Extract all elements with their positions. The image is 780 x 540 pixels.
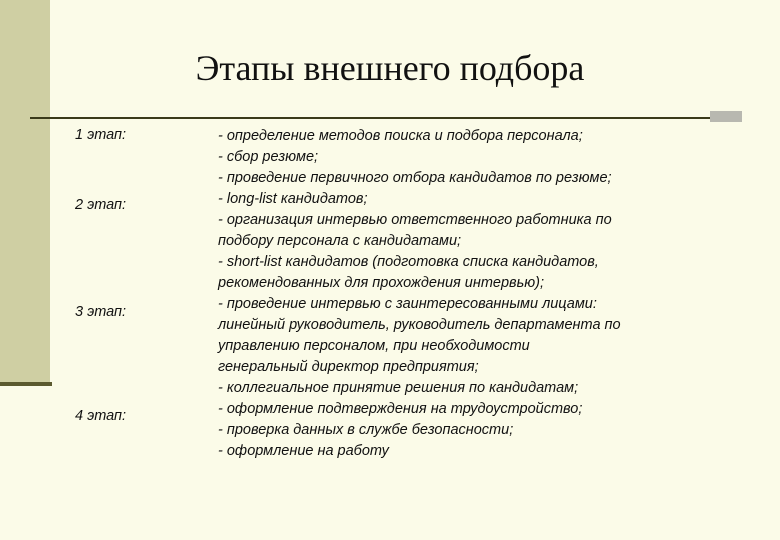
detail-line: - проведение первичного отбора кандидатов по резюме; — [218, 170, 612, 186]
detail-line: - проведение интервью с заинтересованными лицами: — [218, 296, 597, 312]
detail-line: - определение методов поиска и подбора персонала; — [218, 128, 583, 144]
detail-line: - short-list кандидатов (подготовка списка кандидатов, — [218, 254, 599, 270]
left-bottom-rule — [0, 382, 52, 386]
detail-line: управлению персоналом, при необходимости — [218, 338, 530, 354]
stage-label-3: 3 этап: — [75, 304, 127, 320]
stage-label-4: 4 этап: — [75, 408, 127, 424]
detail-line: - оформление на работу — [218, 443, 389, 459]
detail-line: линейный руководитель, руководитель департамента по — [218, 317, 621, 333]
detail-line: генеральный директор предприятия; — [218, 359, 479, 375]
stage-label-2: 2 этап: — [75, 197, 127, 213]
detail-line: - организация интервью ответственного работника по — [218, 212, 612, 228]
stage-label-1: 1 этап: — [75, 127, 127, 143]
stage-details — [218, 126, 698, 462]
detail-line: - сбор резюме; — [218, 149, 319, 165]
detail-line: - long-list кандидатов; — [218, 191, 368, 207]
detail-line: подбору персонала с кандидатами; — [218, 233, 462, 249]
underline-accent-block — [710, 111, 742, 122]
detail-line: - проверка данных в службе безопасности; — [218, 422, 514, 438]
detail-line: - коллегиальное принятие решения по кандидатам; — [218, 380, 579, 396]
detail-line: - оформление подтверждения на трудоустройство; — [218, 401, 583, 417]
title-underline — [30, 117, 710, 119]
slide-title: Этапы внешнего подбора — [195, 48, 585, 88]
detail-line: рекомендованных для прохождения интервью); — [218, 275, 544, 291]
